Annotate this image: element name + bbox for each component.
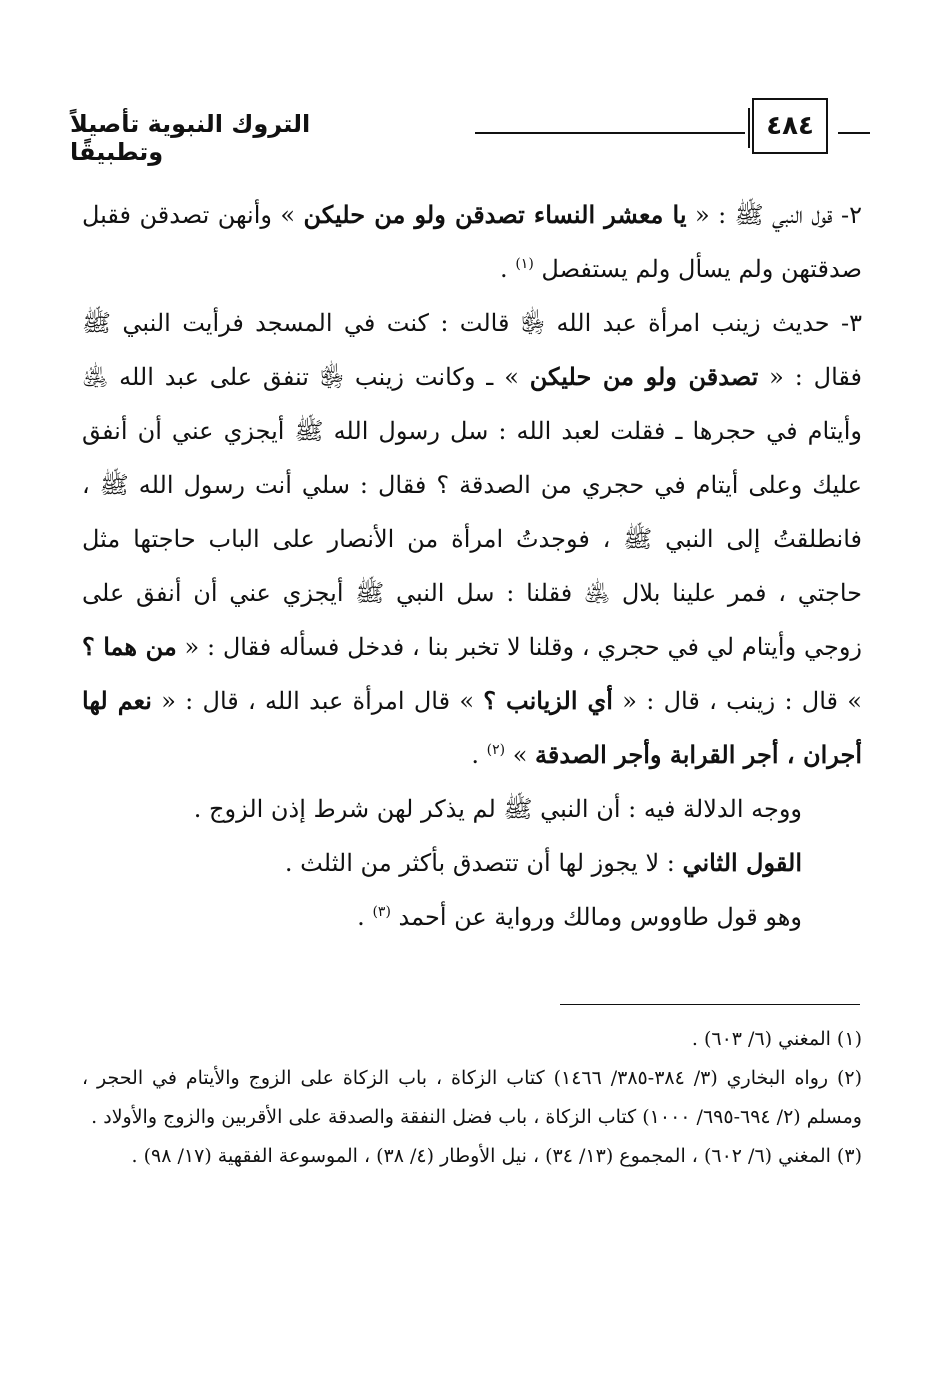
paragraph-2: ٣- حديث زينب امرأة عبد الله ﵂ قالت : كنت في المسجد فرأيت النبي ﷺ فقال : « تصدقن ولو من حليكن » ـ وكانت زينب ﵂ تنفق على عبد الله ﵁ وأيتام في حجرها ـ فقلت لعبد الله : سل رسول الله ﷺ أيجزي عني أن أنفق عليك وعلى أيتام في حجري من الصدقة ؟ فقال : سلي أنت رسول الله ﷺ ، فانطلقتُ إلى النبي ﷺ ، فوجدتُ امرأة من الأنصار على الباب حاجتها مثل حاجتي ، فمر علينا بلال ﵁ فقلنا : سل النبي ﷺ أيجزي عني أن أنفق على زوجي وأيتام لي في حجري ، وقلنا لا تخبر بنا ، فدخل فسأله فقال : « من هما ؟ » قال : زينب ، قال : « أي الزيانب ؟ » قال امرأة عبد الله ، قال : « نعم لها أجران ، أجر القرابة وأجر الصدقة » $^{(٢)}$ . bbox=[82, 309, 863, 769]
header-rule-middle bbox=[475, 132, 745, 134]
main-text bbox=[82, 188, 862, 944]
hadith-quote: تصدقن ولو من حليكن bbox=[529, 362, 759, 391]
paragraph-5: وهو قول طاووس ومالك ورواية عن أحمد $^{(٣)}$ . bbox=[357, 903, 802, 931]
footnote-ref-3: (٣) bbox=[372, 904, 391, 920]
header-rule-right bbox=[838, 132, 870, 134]
paragraph-1: ٢- قول النبي ﷺ : « يا معشر النساء تصدقن ولو من حليكن » وأنهن تصدقن فقبل صدقتهن ولم يسأل ولم يستفصل $^{(١)}$ . bbox=[82, 200, 862, 283]
footnote-separator bbox=[560, 1004, 860, 1005]
hadith-quote: من هما ؟ bbox=[82, 632, 177, 661]
section-label: القول الثاني bbox=[682, 848, 802, 877]
hadith-quote: يا معشر النساء تصدقن ولو من حليكن bbox=[303, 200, 687, 229]
footnote-1: (١) المغني (٦/ ٦٠٣) . bbox=[691, 1028, 862, 1050]
paragraph-4: القول الثاني : لا يجوز لها أن تتصدق بأكثر من الثلث . bbox=[284, 848, 802, 877]
running-title: التروك النبوية تأصيلاً وتطبيقًا bbox=[70, 110, 311, 166]
hadith-quote: نعم لها أجران ، أجر القرابة وأجر الصدقة bbox=[82, 686, 862, 769]
footnote-2: (٢) رواه البخاري (٣/ ٣٨٤-٣٨٥/ ١٤٦٦) كتاب الزكاة ، باب الزكاة على الزوج والأيتام في الحجر ، ومسلم (٢/ ٦٩٤-٦٩٥/ ١٠٠٠) كتاب الزكاة ، باب فضل النفقة والصدقة على الأقربين والزوج والأولاد . bbox=[82, 1067, 862, 1128]
footnotes bbox=[82, 1020, 862, 1176]
page-number: ٤٨٤ bbox=[752, 98, 828, 154]
paragraph-3: ووجه الدلالة فيه : أن النبي ﷺ لم يذكر لهن شرط إذن الزوج . bbox=[193, 795, 802, 823]
footnote-ref-2: (٢) bbox=[486, 742, 506, 758]
page-header bbox=[70, 92, 870, 166]
footnote-ref-1: (١) bbox=[515, 256, 534, 272]
footnote-3: (٣) المغني (٦/ ٦٠٢) ، المجموع (١٣/ ٣٤) ، نيل الأوطار (٤/ ٣٨) ، الموسوعة الفقهية (١٧/ ٩٨) . bbox=[131, 1145, 862, 1167]
hadith-quote: أي الزيانب ؟ bbox=[483, 686, 613, 715]
